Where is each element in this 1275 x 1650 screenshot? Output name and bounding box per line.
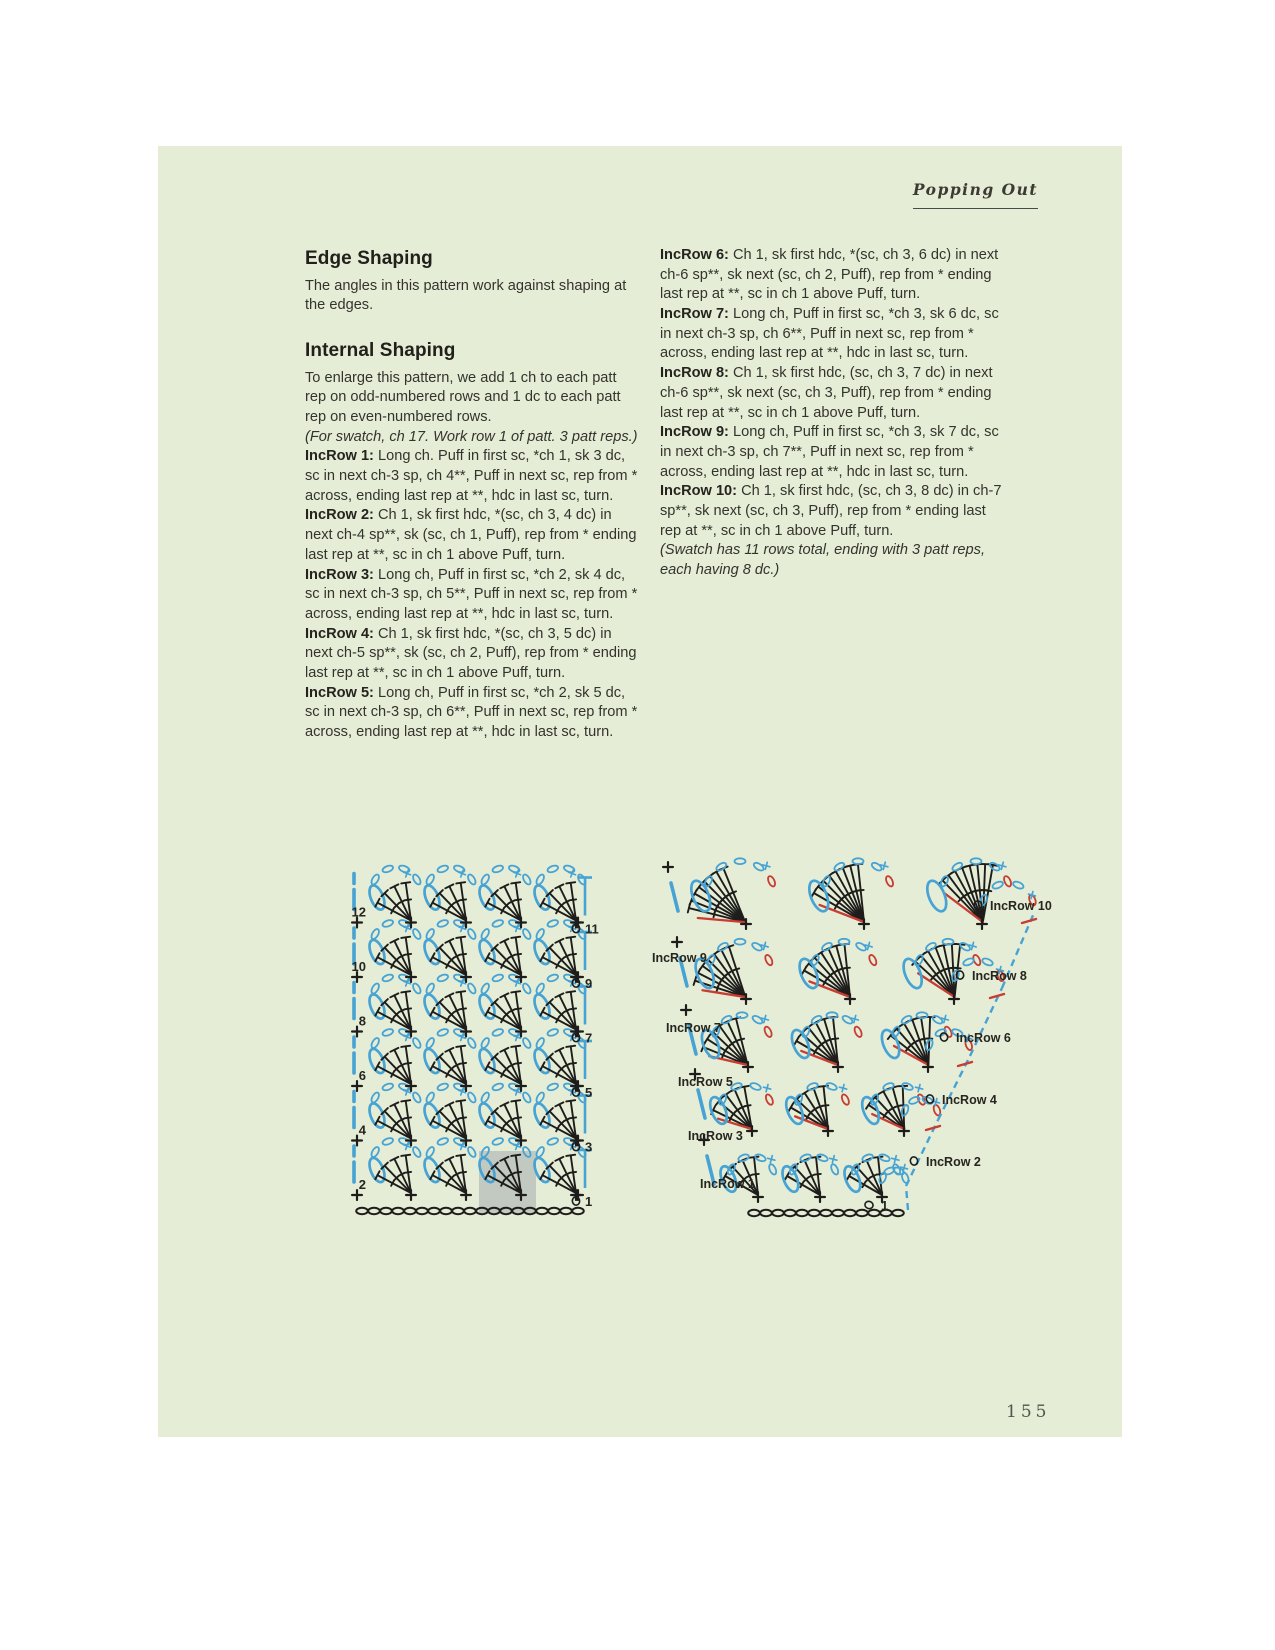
dc-fan-symbol xyxy=(485,1100,521,1138)
stitch-motif xyxy=(802,944,850,997)
dc-fan-symbol xyxy=(485,882,521,920)
stitch-motif xyxy=(812,864,864,922)
dc-fan-symbol xyxy=(375,1100,411,1138)
instruction-text: Ch 1, sk first hdc, (sc, ch 3, 7 dc) in next ch-6 sp**, sk next (sc, ch 3, Puff), rep from * ending last rep at **, sc in ch 1 above Puff, turn. xyxy=(660,365,993,421)
chart-label: IncRow 8 xyxy=(972,969,1027,983)
instruction-row xyxy=(660,364,1006,423)
heading-internal-shaping: Internal Shaping xyxy=(305,340,456,362)
chart-label: IncRow 5 xyxy=(678,1075,733,1089)
instruction-text: Ch 1, sk first hdc, *(sc, ch 3, 6 dc) in next ch-6 sp**, sk next (sc, ch 2, Puff), rep from * ending last rep at **, sc in ch 1 above Puff, turn. xyxy=(660,247,999,303)
edge-shaping-body: The angles in this pattern work against shaping at the edges. xyxy=(305,277,627,314)
chart-label: 4 xyxy=(358,1122,366,1138)
dc-fan-symbol xyxy=(540,937,576,975)
instruction-text: Long ch. Puff in first sc, *ch 1, sk 3 dc, sc in next ch-3 sp, ch 4**, Puff in next sc, rep from * across, ending last rep at **, hdc in last sc, turn. xyxy=(305,448,638,504)
dc-fan-symbol xyxy=(485,1046,521,1084)
chart-label: 1 xyxy=(881,1198,889,1213)
heading-edge-shaping: Edge Shaping xyxy=(305,248,433,269)
instruction-label: IncRow 4: xyxy=(305,625,374,642)
chart-label: 3 xyxy=(585,1139,593,1155)
chart-label: 8 xyxy=(358,1013,366,1029)
chart-label: IncRow 3 xyxy=(688,1129,743,1143)
instruction-label: IncRow 5: xyxy=(305,684,374,701)
instruction-row xyxy=(660,423,1006,482)
dc-fan-symbol xyxy=(430,1046,466,1084)
dc-fan-symbol xyxy=(540,1046,576,1084)
dc-fan-symbol xyxy=(375,937,411,975)
instruction-text: Ch 1, sk first hdc, *(sc, ch 3, 5 dc) in next ch-5 sp**, sk (sc, ch 2, Puff), rep from * ending last rep at **, sc in ch 1 above Puff, turn. xyxy=(305,625,637,681)
instruction-text: Long ch, Puff in first sc, *ch 2, sk 4 dc, sc in next ch-3 sp, ch 5**, Puff in next sc, rep from * across, ending last rep at **, hdc in last sc, turn. xyxy=(305,566,638,622)
dc-fan-symbol xyxy=(430,882,466,920)
stitch-motif xyxy=(709,1086,752,1132)
instruction-label: IncRow 10: xyxy=(660,483,738,500)
running-head: Popping Out xyxy=(913,180,1038,209)
dc-fan-symbol xyxy=(540,882,576,920)
dc-fan-symbol xyxy=(375,1046,411,1084)
chart-label: 7 xyxy=(585,1030,593,1046)
chart-label: 10 xyxy=(351,959,366,974)
instruction-label: IncRow 1: xyxy=(305,448,374,465)
closing-note: (Swatch has 11 rows total, ending with 3 patt reps, each having 8 dc.) xyxy=(660,542,986,578)
chart-label: IncRow 6 xyxy=(956,1031,1011,1045)
dc-fan-symbol xyxy=(430,937,466,975)
dc-fan-symbol xyxy=(430,991,466,1029)
chart-label: IncRow 4 xyxy=(942,1093,997,1107)
chart-label: 12 xyxy=(351,904,366,920)
text-column-right xyxy=(660,246,1006,581)
instruction-text: Long ch, Puff in first sc, *ch 3, sk 7 dc, sc in next ch-3 sp, ch 7**, Puff in next sc, rep from * across, ending last rep at **, hdc in last sc, turn. xyxy=(660,424,999,480)
increase-swatch-crochet-chart xyxy=(618,815,1064,1231)
dc-fan-symbol xyxy=(430,1155,466,1193)
chart-label: 11 xyxy=(585,921,599,937)
chart-label: 6 xyxy=(358,1068,366,1083)
instruction-label: IncRow 3: xyxy=(305,566,374,583)
instruction-row xyxy=(305,506,639,565)
swatch-note: (For swatch, ch 17. Work row 1 of patt. 3 patt reps.) xyxy=(305,428,638,445)
page-number: 155 xyxy=(1006,1402,1051,1422)
dc-fan-symbol xyxy=(485,991,521,1029)
instruction-row xyxy=(660,246,1006,305)
instruction-row xyxy=(660,305,1006,364)
flat-swatch-crochet-chart xyxy=(330,835,622,1227)
instruction-row xyxy=(305,566,639,625)
instruction-label: IncRow 6: xyxy=(660,247,729,263)
dc-fan-symbol xyxy=(709,1086,752,1132)
dc-fan-symbol xyxy=(540,991,576,1029)
instruction-text: Long ch, Puff in first sc, *ch 3, sk 6 dc, sc in next ch-3 sp, ch 6**, Puff in next sc, rep from * across, ending last rep at **, hdc in last sc, turn. xyxy=(660,306,999,362)
dc-fan-symbol xyxy=(430,1100,466,1138)
book-page xyxy=(158,146,1122,1437)
instruction-text: Long ch, Puff in first sc, *ch 2, sk 5 dc, sc in next ch-3 sp, ch 6**, Puff in next sc, rep from * across, ending last rep at **, hdc in last sc, turn. xyxy=(305,684,638,741)
instruction-text: Ch 1, sk first hdc, (sc, ch 3, 8 dc) in ch-7 sp**, sk next (sc, ch 3, Puff), rep from * ending last rep at **, sc in ch 1 above Puff, turn. xyxy=(660,483,1002,539)
chart-label: 9 xyxy=(585,976,593,991)
instructions-rows-1-5 xyxy=(305,447,639,742)
chart-label: 2 xyxy=(358,1177,366,1192)
chart-label: IncRow 2 xyxy=(926,1155,981,1169)
instruction-label: IncRow 8: xyxy=(660,365,729,382)
dc-fan-symbol xyxy=(375,882,411,920)
dc-fan-symbol xyxy=(540,1100,576,1138)
internal-shaping-intro: To enlarge this pattern, we add 1 ch to each patt rep on odd-numbered rows and 1 dc to each patt rep on even-numbered rows. xyxy=(305,369,621,426)
instructions-rows-6-10 xyxy=(660,246,1006,541)
text-column-left xyxy=(305,246,639,743)
dc-fan-symbol xyxy=(540,1155,576,1193)
dc-fan-symbol xyxy=(812,864,864,922)
chart-label: IncRow 1 xyxy=(700,1177,755,1191)
dc-fan-symbol xyxy=(802,944,850,997)
instruction-row xyxy=(305,625,639,684)
dc-fan-symbol xyxy=(485,937,521,975)
instruction-row xyxy=(660,482,1006,541)
instruction-text: Ch 1, sk first hdc, *(sc, ch 3, 4 dc) in next ch-4 sp**, sk (sc, ch 1, Puff), rep from * ending last rep at **, sc in ch 1 above Puff, turn. xyxy=(305,507,637,563)
instruction-row xyxy=(305,684,639,743)
chart-label: IncRow 10 xyxy=(990,899,1052,913)
chart-label: 1 xyxy=(585,1194,593,1209)
chart-label: IncRow 7 xyxy=(666,1021,721,1035)
chart-label: IncRow 9 xyxy=(652,951,707,965)
dc-fan-symbol xyxy=(375,991,411,1029)
dc-fan-symbol xyxy=(375,1155,411,1193)
instruction-label: IncRow 9: xyxy=(660,424,729,441)
chart-label: 5 xyxy=(585,1085,593,1100)
instruction-label: IncRow 7: xyxy=(660,306,729,323)
instruction-row xyxy=(305,447,639,506)
instruction-label: IncRow 2: xyxy=(305,507,374,524)
